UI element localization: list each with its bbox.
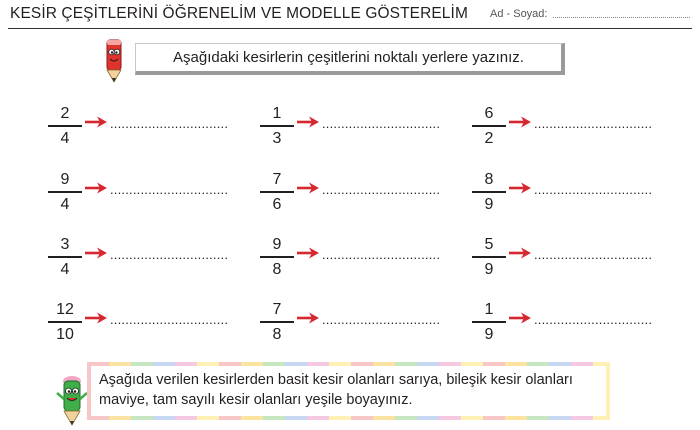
arrow-right-icon bbox=[296, 247, 320, 259]
instruction-text-bottom: Aşağıda verilen kesirlerden basit kesir olanları sarıya, bileşik kesir olanları maviye, tam sayılı kesir olanları yeşile boyayınız. bbox=[91, 366, 606, 416]
arrow-right-icon bbox=[84, 247, 108, 259]
answer-blank[interactable]: ............................... bbox=[110, 312, 229, 327]
fraction-bar bbox=[260, 191, 294, 193]
fraction bbox=[48, 170, 82, 215]
instruction-box-top: Aşağıdaki kesirlerin çeşitlerini noktalı yerlere yazınız. bbox=[135, 43, 565, 75]
arrow-right-icon bbox=[296, 182, 320, 194]
fraction-denominator: 8 bbox=[272, 325, 282, 343]
fraction bbox=[48, 104, 82, 149]
fraction-numerator: 6 bbox=[484, 105, 494, 122]
fraction-bar bbox=[48, 256, 82, 258]
arrow-right-icon bbox=[508, 247, 532, 259]
fraction-denominator: 8 bbox=[272, 260, 282, 278]
fraction-numerator: 2 bbox=[60, 105, 70, 122]
fraction-bar bbox=[48, 321, 82, 323]
fraction-denominator: 3 bbox=[272, 129, 282, 147]
arrow-right-icon bbox=[84, 182, 108, 194]
fraction-numerator: 7 bbox=[272, 301, 282, 318]
fraction-item bbox=[260, 300, 470, 346]
answer-blank[interactable]: ............................... bbox=[322, 182, 441, 197]
arrow-right-icon bbox=[508, 182, 532, 194]
fraction-item bbox=[48, 300, 258, 346]
fraction bbox=[472, 300, 506, 345]
answer-blank[interactable]: ............................... bbox=[110, 182, 229, 197]
answer-blank[interactable]: ............................... bbox=[322, 312, 441, 327]
fraction-denominator: 9 bbox=[484, 325, 494, 343]
fraction bbox=[48, 300, 82, 345]
name-field[interactable] bbox=[553, 17, 690, 18]
answer-blank[interactable]: ............................... bbox=[110, 116, 229, 131]
fraction-item bbox=[260, 170, 470, 216]
fraction-numerator: 1 bbox=[272, 105, 282, 122]
fraction-item bbox=[472, 235, 682, 281]
fraction-denominator: 6 bbox=[272, 195, 282, 213]
fraction-bar bbox=[472, 191, 506, 193]
arrow-right-icon bbox=[296, 116, 320, 128]
fraction bbox=[48, 235, 82, 280]
fraction-item bbox=[472, 104, 682, 150]
fraction-denominator: 4 bbox=[60, 195, 70, 213]
answer-blank[interactable]: ............................... bbox=[110, 247, 229, 262]
name-label: Ad - Soyad: bbox=[490, 8, 548, 20]
fraction-item bbox=[472, 300, 682, 346]
fraction-bar bbox=[472, 125, 506, 127]
pencil-mascot-icon bbox=[55, 375, 89, 427]
fraction-numerator: 12 bbox=[56, 301, 74, 318]
page-title: KESİR ÇEŞİTLERİNİ ÖĞRENELİM VE MODELLE GÖSTERELİM bbox=[10, 5, 468, 22]
fraction-denominator: 10 bbox=[56, 325, 74, 343]
fraction bbox=[260, 300, 294, 345]
fraction-denominator: 9 bbox=[484, 195, 494, 213]
arrow-right-icon bbox=[296, 312, 320, 324]
arrow-right-icon bbox=[508, 116, 532, 128]
answer-blank[interactable]: ............................... bbox=[534, 182, 653, 197]
fraction-bar bbox=[260, 256, 294, 258]
fraction-denominator: 4 bbox=[60, 129, 70, 147]
answer-blank[interactable]: ............................... bbox=[534, 247, 653, 262]
fraction-bar bbox=[472, 321, 506, 323]
arrow-right-icon bbox=[508, 312, 532, 324]
fraction-item bbox=[48, 170, 258, 216]
fraction bbox=[260, 235, 294, 280]
fraction-numerator: 3 bbox=[60, 236, 70, 253]
fraction-item bbox=[472, 170, 682, 216]
answer-blank[interactable]: ............................... bbox=[322, 247, 441, 262]
answer-blank[interactable]: ............................... bbox=[534, 312, 653, 327]
fraction-bar bbox=[260, 321, 294, 323]
fraction-denominator: 2 bbox=[484, 129, 494, 147]
fraction bbox=[472, 104, 506, 149]
instruction-box-bottom bbox=[87, 362, 610, 420]
fraction-numerator: 7 bbox=[272, 171, 282, 188]
fraction bbox=[472, 235, 506, 280]
fraction-numerator: 5 bbox=[484, 236, 494, 253]
fraction bbox=[472, 170, 506, 215]
fraction-bar bbox=[472, 256, 506, 258]
fraction-denominator: 4 bbox=[60, 260, 70, 278]
fraction-numerator: 1 bbox=[484, 301, 494, 318]
arrow-right-icon bbox=[84, 312, 108, 324]
arrow-right-icon bbox=[84, 116, 108, 128]
fraction bbox=[260, 170, 294, 215]
fraction-item bbox=[48, 104, 258, 150]
fraction-bar bbox=[48, 125, 82, 127]
fraction-numerator: 9 bbox=[272, 236, 282, 253]
fraction-numerator: 8 bbox=[484, 171, 494, 188]
fraction-denominator: 9 bbox=[484, 260, 494, 278]
fraction-item bbox=[260, 104, 470, 150]
fraction-item bbox=[48, 235, 258, 281]
fraction bbox=[260, 104, 294, 149]
answer-blank[interactable]: ............................... bbox=[322, 116, 441, 131]
fraction-numerator: 9 bbox=[60, 171, 70, 188]
fraction-bar bbox=[48, 191, 82, 193]
fraction-item bbox=[260, 235, 470, 281]
pencil-mascot-icon bbox=[100, 38, 128, 84]
header-divider bbox=[8, 28, 692, 29]
answer-blank[interactable]: ............................... bbox=[534, 116, 653, 131]
fraction-bar bbox=[260, 125, 294, 127]
